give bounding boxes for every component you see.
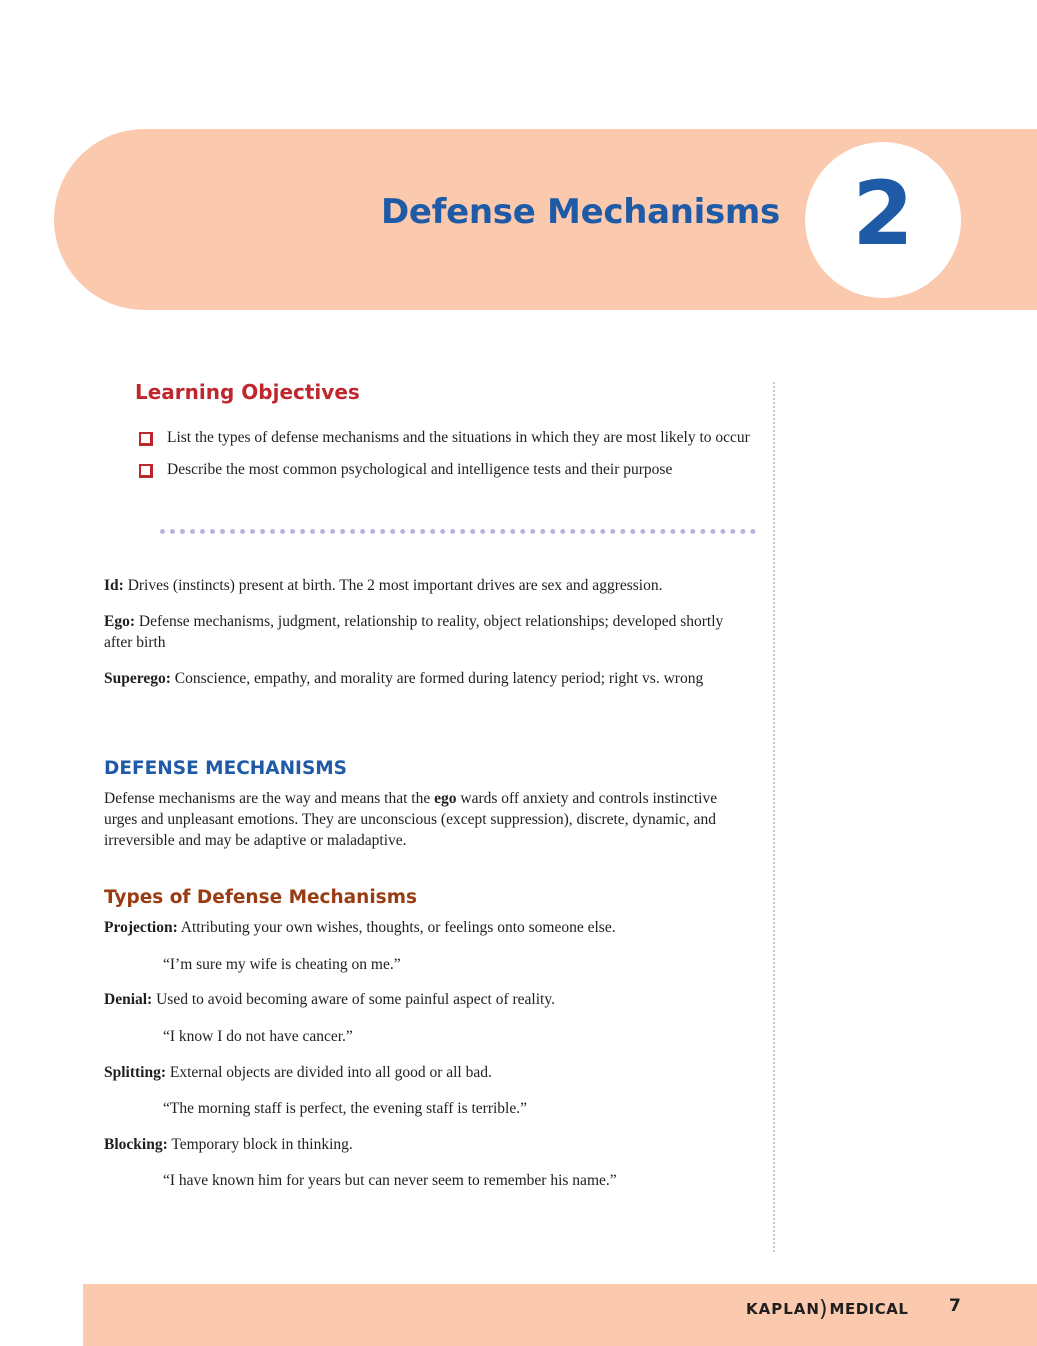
defense-mechanisms-heading: DEFENSE MECHANISMS xyxy=(104,758,348,779)
checkbox-icon xyxy=(139,432,153,446)
term-label: Id: xyxy=(104,577,124,594)
mechanism-definition: Used to avoid becoming aware of some painful aspect of reality. xyxy=(152,991,555,1008)
term-id xyxy=(104,575,744,596)
objective-item xyxy=(135,424,765,452)
mechanism-blocking xyxy=(104,1134,744,1155)
page-footer xyxy=(83,1284,1037,1346)
checkbox-icon xyxy=(139,464,153,478)
mechanism-term: Blocking: xyxy=(104,1136,168,1153)
mechanism-denial xyxy=(104,989,744,1010)
term-ego xyxy=(104,611,744,653)
logo-kaplan-text: KAPLAN xyxy=(746,1300,820,1318)
term-definition: Conscience, empathy, and morality are formed during latency period; right vs. wrong xyxy=(170,670,704,687)
objective-text: List the types of defense mechanisms and the situations in which they are most likely to occur xyxy=(167,429,750,446)
page-number: 7 xyxy=(949,1296,961,1316)
term-definition: Drives (instincts) present at birth. The 2 most important drives are sex and aggression. xyxy=(123,577,663,594)
mechanism-projection xyxy=(104,917,744,938)
learning-objectives-list xyxy=(135,424,765,488)
term-label: Superego: xyxy=(104,670,171,687)
learning-objectives-title: Learning Objectives xyxy=(135,380,360,404)
logo-medical-text: MEDICAL xyxy=(829,1300,909,1318)
mechanism-definition: Temporary block in thinking. xyxy=(167,1136,353,1153)
mechanism-example: “I know I do not have cancer.” xyxy=(163,1028,353,1045)
term-superego xyxy=(104,668,744,689)
mechanism-term: Projection: xyxy=(104,919,178,936)
objective-item xyxy=(135,456,765,484)
defense-mechanisms-paragraph xyxy=(104,788,734,851)
mechanism-example: “I’m sure my wife is cheating on me.” xyxy=(163,956,401,973)
paragraph-text: wards off anxiety and controls instinctive urges and unpleasant emotions. They are unconscious (except suppression), discrete, dynamic, and irreversible and may be adaptive or maladaptive. xyxy=(104,790,718,849)
objective-text: Describe the most common psychological and intelligence tests and their purpose xyxy=(167,461,673,478)
mechanism-term: Splitting: xyxy=(104,1064,167,1081)
mechanism-example: “I have known him for years but can never seem to remember his name.” xyxy=(163,1172,617,1189)
term-label: Ego: xyxy=(104,613,135,630)
term-definition: Defense mechanisms, judgment, relationship to reality, object relationships; developed shortly after birth xyxy=(104,613,724,651)
mechanism-splitting xyxy=(104,1062,744,1083)
chapter-title: Defense Mechanisms xyxy=(380,192,780,232)
mechanism-example: “The morning staff is perfect, the evening staff is terrible.” xyxy=(163,1100,527,1117)
mechanism-term: Denial: xyxy=(104,991,153,1008)
mechanism-definition: External objects are divided into all good or all bad. xyxy=(166,1064,492,1081)
mechanism-definition: Attributing your own wishes, thoughts, or feelings onto someone else. xyxy=(177,919,616,936)
types-heading: Types of Defense Mechanisms xyxy=(104,887,417,908)
logo-arc-icon: ) xyxy=(818,1296,828,1322)
kaplan-medical-logo xyxy=(746,1298,908,1320)
chapter-number-badge xyxy=(805,142,961,298)
paragraph-text: Defense mechanisms are the way and means that the xyxy=(104,790,435,807)
dotted-divider xyxy=(160,529,756,534)
margin-divider xyxy=(773,382,775,1252)
chapter-number: 2 xyxy=(852,162,914,265)
paragraph-bold: ego xyxy=(434,790,457,807)
